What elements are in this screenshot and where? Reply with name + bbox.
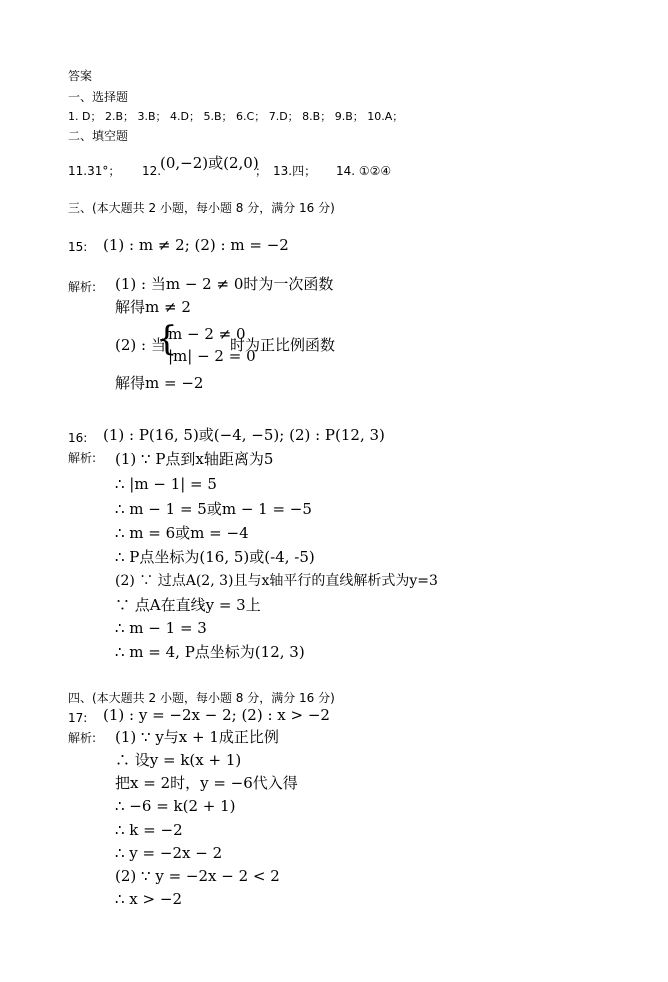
section-title-fill: 二、填空题	[68, 129, 129, 143]
q17-line-6: ∴ y = −2x − 2	[115, 844, 223, 862]
q15-label: 15:	[68, 240, 88, 254]
q16-line-3: ∴ m − 1 = 5或m − 1 = −5	[115, 500, 312, 518]
document-heading: 答案	[68, 69, 93, 83]
fill-answer-13: 13.四；	[273, 164, 317, 178]
q17-label: 17:	[68, 711, 88, 725]
fill-answer-12-label: 12.	[142, 164, 162, 178]
q17-line-2: ∴ 设y = k(x + 1)	[115, 751, 242, 769]
q17-answer: (1) : y = −2x − 2; (2) : x > −2	[103, 706, 330, 724]
q17-line-1: (1) ∵ y与x + 1成正比例	[115, 728, 279, 746]
q16-line-8: ∴ m − 1 = 3	[115, 619, 207, 637]
q15-system-eq-2: |m| − 2 = 0	[168, 347, 256, 365]
q16-answer: (1) : P(16, 5)或(−4, −5); (2) : P(12, 3)	[103, 426, 385, 444]
q15-line-1: (1) : 当m − 2 ≠ 0时为一次函数	[115, 275, 334, 293]
q17-line-4: ∴ −6 = k(2 + 1)	[115, 797, 236, 815]
fill-answer-14: 14. ①②④	[336, 164, 392, 178]
section-title-3: 三、(本大题共 2 小题，每小题 8 分，满分 16 分)	[68, 201, 335, 215]
q15-answer: (1) : m ≠ 2; (2) : m = −2	[103, 236, 289, 254]
q15-line-4: 时为正比例函数	[230, 336, 336, 354]
q17-line-5: ∴ k = −2	[115, 821, 183, 839]
fill-answer-12-sep: ；	[255, 164, 268, 178]
choice-answers: 1. D； 2.B； 3.B； 4.D； 5.B； 6.C； 7.D； 8.B； 9.B； 10.A；	[68, 110, 404, 123]
q16-line-5: ∴ P点坐标为(16, 5)或(-4, -5)	[115, 548, 315, 566]
q15-system-brace: {	[156, 319, 178, 359]
q16-line-6: (2) ∵ 过点A(2, 3)且与x轴平行的直线解析式为y=3	[115, 573, 438, 589]
q16-line-7: ∵ 点A在直线y = 3上	[115, 596, 261, 614]
section-title-4: 四、(本大题共 2 小题，每小题 8 分，满分 16 分)	[68, 691, 335, 705]
q15-line-3: (2) : 当	[115, 336, 166, 354]
q17-line-8: ∴ x > −2	[115, 890, 182, 908]
fill-answer-11: 11.31°；	[68, 164, 121, 178]
q15-line-5: 解得m = −2	[115, 374, 204, 392]
q16-line-1: (1) ∵ P点到x轴距离为5	[115, 450, 274, 468]
fill-answer-12-math: (0,−2)或(2,0)	[160, 154, 259, 172]
q15-system-eq-1: m − 2 ≠ 0	[168, 325, 246, 343]
q16-line-4: ∴ m = 6或m = −4	[115, 524, 249, 542]
section-title-choice: 一、选择题	[68, 90, 129, 104]
q17-line-7: (2) ∵ y = −2x − 2 < 2	[115, 867, 280, 885]
q16-line-2: ∴ |m − 1| = 5	[115, 475, 217, 493]
q16-label: 16:	[68, 431, 88, 445]
q15-line-2: 解得m ≠ 2	[115, 298, 191, 316]
q17-analysis-label: 解析:	[68, 731, 97, 745]
q16-analysis-label: 解析:	[68, 451, 97, 465]
q17-line-3: 把x = 2时，y = −6代入得	[115, 774, 298, 792]
q15-analysis-label: 解析:	[68, 280, 97, 294]
q16-line-9: ∴ m = 4, P点坐标为(12, 3)	[115, 643, 305, 661]
